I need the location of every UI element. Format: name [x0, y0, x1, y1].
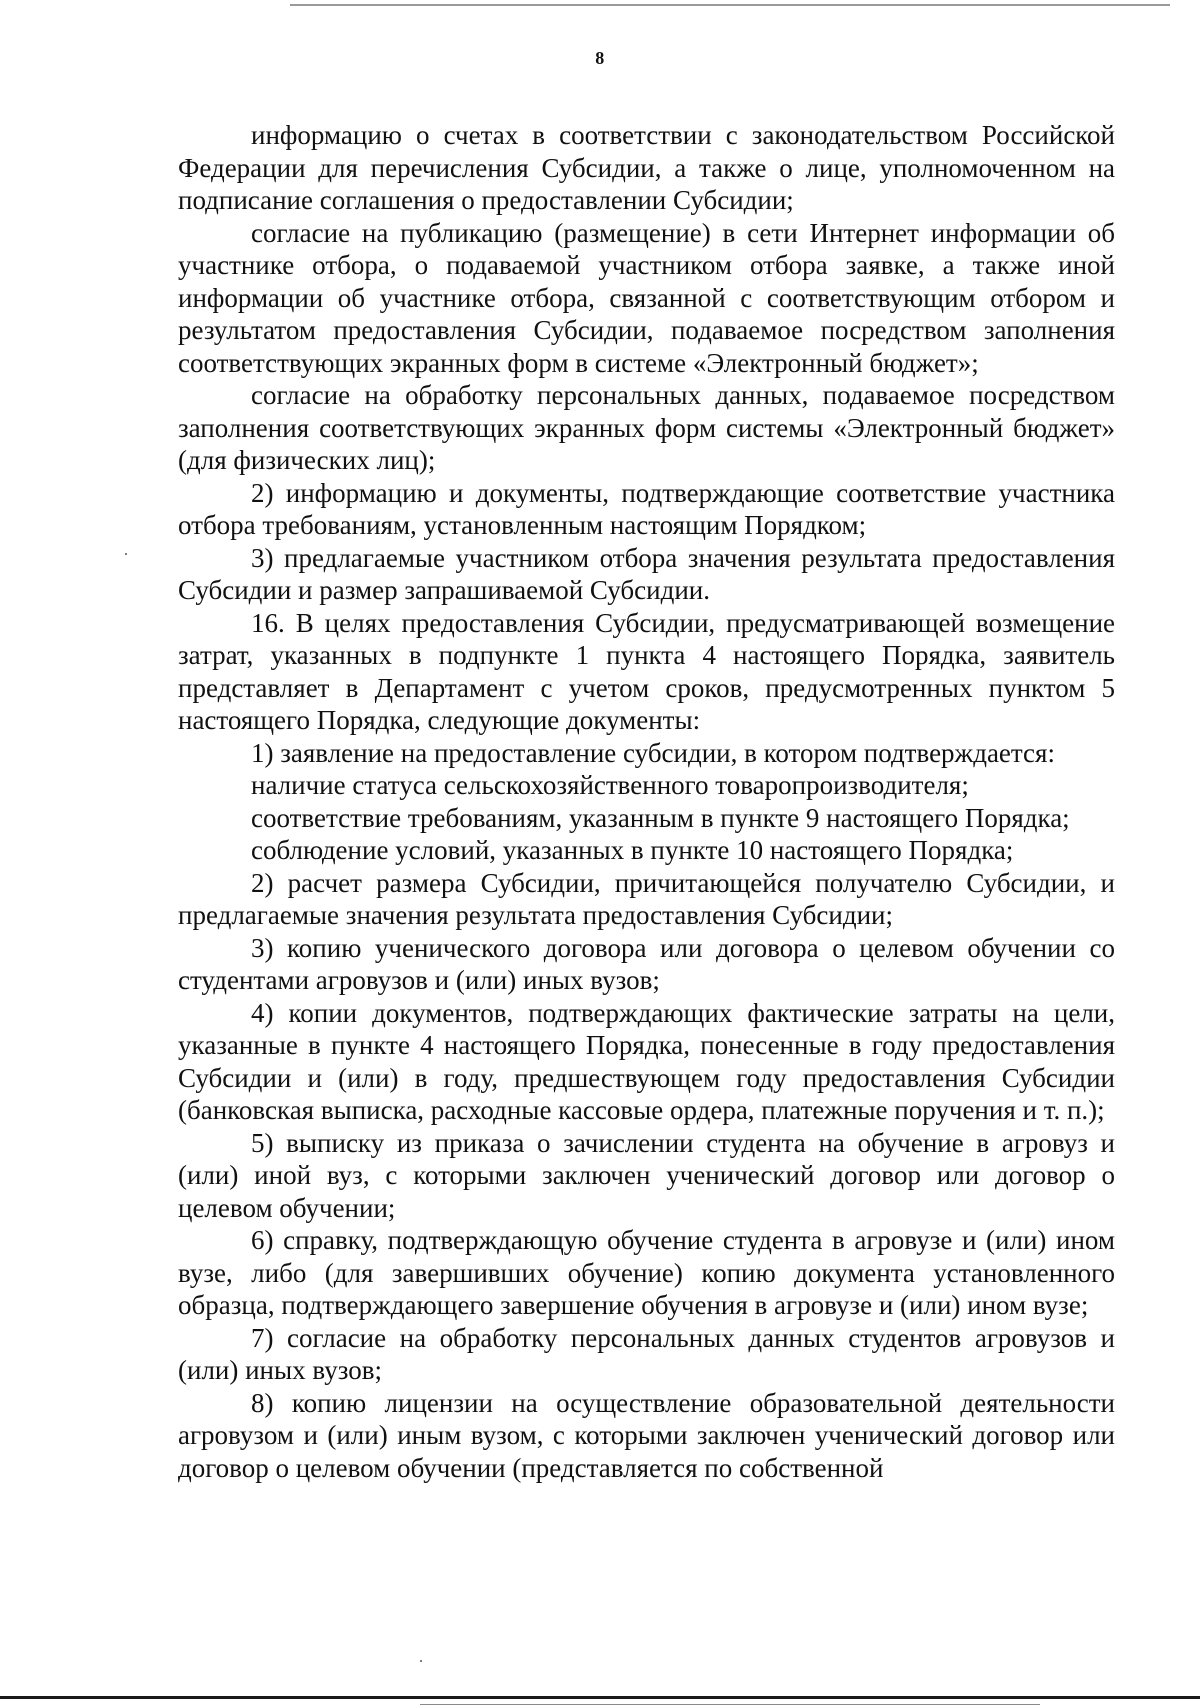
paragraph-producer-status: наличие статуса сельскохозяйственного товаропроизводителя;: [251, 770, 969, 800]
paragraph-bank-account-info: информацию о счетах в соответствии с законодательством Российской Федерации для перечисления Субсидии, а также о лице, уполномоченном на подписание соглашения о предоставлении Субсидии;: [178, 120, 1115, 215]
paragraph-doc-1-application: 1) заявление на предоставление субсидии, в котором подтверждается:: [251, 737, 1055, 768]
paragraph-doc-8-license-copy: 8) копию лицензии на осуществление образовательной деятельности агровузом и (или) иным вузом, с которыми заключен ученический договор или договор о целевом обучении (представляется по собственной: [178, 1387, 1115, 1483]
paragraph-doc-4-expense-documents: 4) копии документов, подтверждающих фактические затраты на цели, указанные в пункте 4 настоящего Порядка, понесенные в году предоставления Субсидии и (или) в году, предшествующем году предоставления Субсидии (банковская выписка, расходные кассовые ордера, платежные поручения и т. п.);: [178, 997, 1115, 1125]
paragraph-clause-10-conditions: соблюдение условий, указанных в пункте 10 настоящего Порядка;: [251, 835, 1014, 865]
paragraph-doc-6-study-certificate: 6) справку, подтверждающую обучение студента в агровузе и (или) ином вузе, либо (для завершивших обучение) копию документа установленного образца, подтверждающего завершение обучения в агровузе и (или) ином вузе;: [178, 1225, 1115, 1320]
page-number: 8: [595, 48, 605, 68]
scan-speck: [125, 553, 127, 555]
paragraph-clause-16: 16. В целях предоставления Субсидии, предусматривающей возмещение затрат, указанных в подпункте 1 пункта 4 настоящего Порядка, заявитель представляет в Департамент с учетом сроков, предусмотренных пунктом 5 настоящего Порядка, следующие документы:: [178, 607, 1115, 735]
paragraph-doc-3-contract-copy: 3) копию ученического договора или договора о целевом обучении со студентами агровузов и (или) иных вузов;: [178, 932, 1115, 995]
document-body: [178, 119, 1115, 1484]
paragraph-doc-7-student-consent: 7) согласие на обработку персональных данных студентов агровузов и (или) иных вузов;: [178, 1322, 1115, 1385]
paragraph-clause-9-compliance: соответствие требованиям, указанным в пункте 9 настоящего Порядка;: [251, 802, 1070, 833]
paragraph-publication-consent: согласие на публикацию (размещение) в сети Интернет информации об участнике отбора, о подаваемой участником отбора заявке, а также иной информации об участнике отбора, связанной с соответствующим отбором и результатом предоставления Субсидии, подаваемое посредством заполнения соответствующих экранных форм в системе «Электронный бюджет»;: [178, 217, 1115, 378]
bottom-scan-edge-line: [0, 1696, 1200, 1699]
paragraph-doc-2-calculation: 2) расчет размера Субсидии, причитающейся получателю Субсидии, и предлагаемые значения результата предоставления Субсидии;: [178, 867, 1115, 930]
paragraph-doc-5-enrollment-extract: 5) выписку из приказа о зачислении студента на обучение в агровуз и (или) иной вуз, с которыми заключен ученический договор или договор о целевом обучении;: [178, 1127, 1115, 1223]
top-scan-edge-line: [290, 4, 1170, 6]
paragraph-item-2-requirements: 2) информацию и документы, подтверждающие соответствие участника отбора требованиям, установленным настоящим Порядком;: [178, 477, 1115, 540]
scan-speck: [420, 1660, 422, 1662]
bottom-scan-edge-thin-line: [420, 1704, 1040, 1705]
paragraph-item-3-results: 3) предлагаемые участником отбора значения результата предоставления Субсидии и размер запрашиваемой Субсидии.: [178, 542, 1115, 605]
paragraph-personal-data-consent: согласие на обработку персональных данных, подаваемое посредством заполнения соответствующих экранных форм системы «Электронный бюджет» (для физических лиц);: [178, 380, 1115, 475]
